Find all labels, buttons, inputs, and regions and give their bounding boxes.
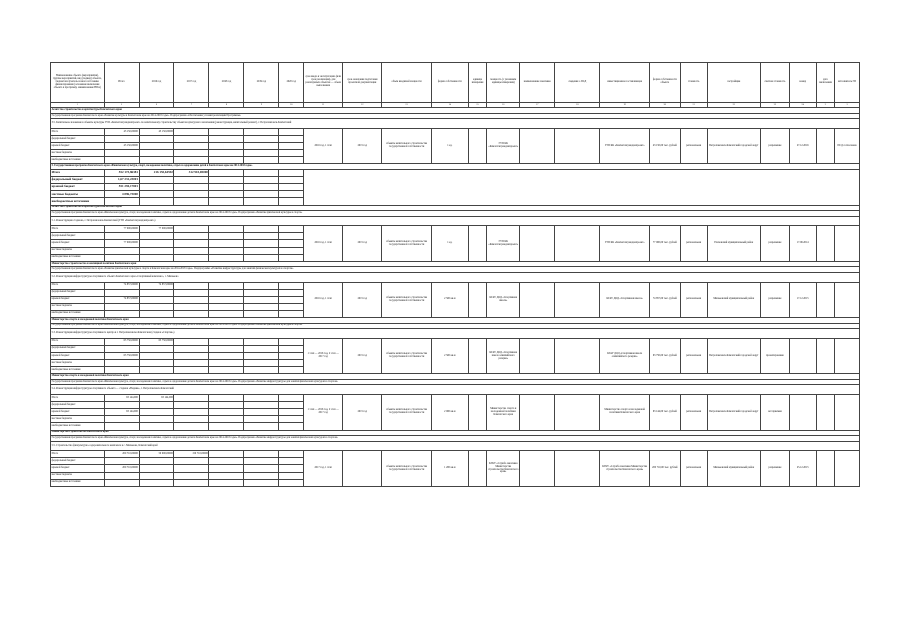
fin-label: внебюджетные источники <box>51 157 105 164</box>
unit-cell: 1 200 кв.м <box>431 451 468 486</box>
owner-cell: региональная <box>680 128 707 163</box>
fin-label: внебюджетные источники <box>51 198 105 205</box>
fin-label: внебюджетные источники <box>51 310 105 317</box>
item-row <box>51 119 860 129</box>
section-title: Министерство строительства и жилищной политики Камчатского края <box>51 261 860 267</box>
unit-cell: 2 000 кв.м <box>431 395 468 430</box>
item-title: 5.2. Реконструкция инфраструктуры спортивного объекта Камчатского края «Спортивный комплекс», с. Мильково <box>51 272 860 282</box>
fin-row-total <box>51 128 860 135</box>
fin-label: краевой бюджет <box>51 409 105 416</box>
col-number: 5 <box>104 102 139 108</box>
purpose-cell: объекты капитального строительства государственной собственности <box>382 128 431 163</box>
owner-cell: региональная <box>680 395 707 430</box>
fin-row-total <box>51 282 860 289</box>
header-cell: наименование заказчика <box>520 63 555 103</box>
section-title: 5. Государственная программа Камчатского края «Физическая культура, спорт, молодежная политика, отдых и оздоровление детей в Камчатском крае на 2014-2018 годы» <box>51 164 860 170</box>
fin-label: Итого <box>51 128 105 135</box>
owner-cell: региональная <box>680 338 707 373</box>
date-cell: 17.12.2015 <box>789 282 816 317</box>
fin-label: федеральный бюджет <box>51 345 105 352</box>
value-regional: 200 710,00000 <box>104 465 139 472</box>
value-total: 63 750,00000 <box>104 338 139 345</box>
customer-cell: ГУП КК «Камчатскгражданпроект» <box>487 128 520 163</box>
fin-label: краевой бюджет <box>51 143 105 150</box>
col-number: 24 <box>789 102 816 108</box>
col-number: 20 <box>649 102 680 108</box>
customer-cell: Министерство спорта и молодежной политики Камчатского края <box>487 395 520 430</box>
term-cell: 1 этап — 2016 год, 2 этап — 2017 год <box>304 338 343 373</box>
header-cell: 2018 год <box>209 63 244 103</box>
value-total: 74 857,00000 <box>104 282 139 289</box>
header-cell: Наименование объекта (мероприятия), группы мероприятий, вид (подвид) объекта, бюджетополучатель и иного источника финансирования (основание включения объекта в программу, наименование НПА) <box>51 63 105 103</box>
value-2017: 312 910,00000 <box>174 170 209 177</box>
fin-label: местные бюджеты <box>51 150 105 157</box>
unit-cell: 2 500 кв.м <box>431 338 468 373</box>
date-cell: 27.12.2016 <box>789 128 816 163</box>
value-2016: 77 000,00000 <box>139 226 174 233</box>
owner-cell: региональная <box>680 282 707 317</box>
fin-label: Итого <box>51 395 105 402</box>
fin-label: федеральный бюджет <box>51 177 105 184</box>
purpose-cell: объекты капитального строительства государственной собственности <box>382 226 431 261</box>
unit-cell: 1 ед. <box>431 128 468 163</box>
value-total: 43 150,00000 <box>104 128 139 135</box>
notes-cell: проектирование <box>761 338 790 373</box>
fin-label: местные бюджеты <box>51 360 105 367</box>
program-title: Государственная программа Камчатского края «Развитие физической культуры и спорта в Камчатском крае на 2014-2018 годы». Подпрограмма «Развитие инфраструктуры для занятий физической культурой и спортом» <box>51 267 860 273</box>
fin-row-total <box>51 451 860 458</box>
col-number: 1 <box>51 102 105 108</box>
section-title: Министерство спорта и молодежной политики Камчатского края <box>51 318 860 324</box>
purpose-cell: объекты капитального строительства государственной собственности <box>382 338 431 373</box>
owner-cell: региональная <box>680 226 707 261</box>
date-cell: 17.06.2014 <box>789 226 816 261</box>
psd-cell: 2015 год <box>343 338 382 373</box>
section-title: Министерство строительства Камчатского края <box>51 430 860 436</box>
cost-cell: 77 000,00 тыс. рублей <box>649 226 680 261</box>
header-cell: 2019 год <box>244 63 279 103</box>
value-total: 200 710,00000 <box>104 451 139 458</box>
fin-label: краевой бюджет <box>51 352 105 359</box>
fin-label: краевой бюджет <box>51 184 105 191</box>
fin-row-total <box>51 226 860 233</box>
value-2016: 63 144,000 <box>139 395 174 402</box>
value-total: 63 144,000 <box>104 395 139 402</box>
section-title: Министерство спорта и молодежной политики Камчатского края <box>51 374 860 380</box>
developer-cell: Мильковский муниципальный район <box>707 451 761 486</box>
fin-label: местные бюджеты <box>51 191 105 198</box>
table-header-row <box>51 63 860 103</box>
term-cell: 2016 год, 1 этап <box>304 282 343 317</box>
col-number: 11 <box>304 102 343 108</box>
cost-cell: 63 144,00 тыс. рублей <box>649 395 680 430</box>
col-number: 22 <box>707 102 761 108</box>
fin-row-total <box>51 395 860 402</box>
date-cell: 25.12.2015 <box>789 451 816 486</box>
value-regional: 74 857,00000 <box>104 296 139 303</box>
fin-label: федеральный бюджет <box>51 136 105 143</box>
header-cell: срок ввода в эксплуатацию (или срок реализации), для реализуемых объектов — объем выполнения <box>304 63 343 103</box>
value-2016: 63 750,00000 <box>139 338 174 345</box>
customer-cell: КГАУ ДОД «Спортивная школа» <box>487 282 520 317</box>
developer-cell: Петропавловск-Камчатский городской округ <box>707 128 761 163</box>
purpose-cell: объекты капитального строительства государственной собственности <box>382 451 431 486</box>
customer-cell: КГАУ ДОД «Спортивная школа олимпийского резерва» <box>487 338 520 373</box>
term-cell: 2016 год, 1 этап <box>304 128 343 163</box>
value-regional: 551 294,17801 <box>104 184 139 191</box>
fin-label: местные бюджеты <box>51 247 105 254</box>
permission-cell: разрешение <box>761 451 790 486</box>
col-number: 6 <box>139 102 174 108</box>
item-row <box>51 272 860 282</box>
investment-program-table <box>50 62 860 487</box>
unit-cell: 2 500 кв.м <box>431 282 468 317</box>
term-cell: 1 этап — 2016 год, 2 этап — 2017 год <box>304 395 343 430</box>
fin-label: федеральный бюджет <box>51 289 105 296</box>
header-cell: застройщик <box>707 63 761 103</box>
section-title: Агентство строительства и архитектуры Камчатского края <box>51 108 860 114</box>
fin-row-total <box>51 170 860 177</box>
header-cell: срок окончания подготовки проектной документации <box>343 63 382 103</box>
notes-cell: акт приемки <box>761 395 790 430</box>
header-cell: единица измерения <box>468 63 487 103</box>
item-row <box>51 385 860 395</box>
program-title: Государственная программа Камчатского края «Физическая культура, спорт, молодежная политика, отдых и оздоровление детей в Камчатском крае на 2014-2018 годы». Подпрограмма «Развитие инфраструктуры для занятий физической культурой и спортом» <box>51 436 860 442</box>
cost-cell: 63 750,00 тыс. рублей <box>649 338 680 373</box>
customer-cell: КГКУ «Служба заказчика Министерства строительства Камчатского края» <box>487 451 520 486</box>
item-title: 5.5. Строительство физкультурно-оздоровительного комплекса в с. Мильково, Камчатский край <box>51 441 860 451</box>
fin-label: Итого <box>51 338 105 345</box>
fin-label: Итого <box>51 451 105 458</box>
cost-cell: 43 150,00 тыс. рублей <box>649 128 680 163</box>
item-title: 5.4. Реконструкция инфраструктуры спортивного объекта — стадион «Водник», г. Петропавловск-Камчатский <box>51 385 860 395</box>
header-cell: объем вводимой мощности <box>382 63 431 103</box>
value-regional: 63 750,00000 <box>104 352 139 359</box>
executor-cell: КГАУ ДОД «Спортивная школа олимпийского резерва» <box>600 338 649 373</box>
fin-label: федеральный бюджет <box>51 402 105 409</box>
header-cell: Итого <box>104 63 139 103</box>
col-number: 23 <box>761 102 790 108</box>
fin-label: местные бюджеты <box>51 303 105 310</box>
section-title: Агентство строительства и архитектуры Камчатского края <box>51 205 860 211</box>
header-cell: исполнитель ГП <box>835 63 860 103</box>
header-cell: номер <box>789 63 816 103</box>
fin-label: внебюджетные источники <box>51 423 105 430</box>
executor-cell: ГУП КК «Камчатскгражданпроект» <box>600 128 649 163</box>
permission-cell: разрешение <box>761 128 790 163</box>
fin-label: местные бюджеты <box>51 416 105 423</box>
cost-cell: 200 710,00 тыс. рублей <box>649 451 680 486</box>
col-number: 14 <box>431 102 468 108</box>
value-2017: 150 710,00000 <box>174 451 209 458</box>
notes-cell: ПСД согласована <box>835 128 860 163</box>
psd-cell: 2015 год <box>343 226 382 261</box>
value-2016: 43 150,00000 <box>139 128 174 135</box>
value-2016: 74 857,00000 <box>139 282 174 289</box>
term-cell: 2016 год, 1 этап <box>304 226 343 261</box>
term-cell: 2017 год, 1 этап <box>304 451 343 486</box>
col-number: 2 <box>816 102 835 108</box>
fin-label: Итого <box>51 226 105 233</box>
item-row <box>51 329 860 339</box>
fin-label: внебюджетные источники <box>51 367 105 374</box>
value-other: 4 896,73000 <box>104 191 139 198</box>
col-number: 10 <box>279 102 304 108</box>
fin-label: внебюджетные источники <box>51 479 105 486</box>
col-number: 9 <box>244 102 279 108</box>
executor-cell: ГУП КК «Камчатскгражданпроект» <box>600 226 649 261</box>
permission-cell: разрешение <box>761 226 790 261</box>
program-title: Государственная программа Камчатского края «Развитие культуры в Камчатском крае на 2014-2018 годы». Подпрограмма «Обеспечение условий реализации Программы» <box>51 113 860 119</box>
permission-cell: разрешение <box>761 282 790 317</box>
header-cell: сведения о ПСД <box>555 63 600 103</box>
item-row <box>51 216 860 226</box>
developer-cell: Петропавловск-Камчатский городской округ <box>707 395 761 430</box>
fin-label: федеральный бюджет <box>51 233 105 240</box>
value-regional: 43 150,00000 <box>104 143 139 150</box>
cost-cell: 74 857,00 тыс. рублей <box>649 282 680 317</box>
executor-cell: КГАУ ДОД «Спортивная школа» <box>600 282 649 317</box>
header-cell: стоимость <box>680 63 707 103</box>
unit-cell: 1 ед. <box>431 226 468 261</box>
program-title: Государственная программа Камчатского края «Физическая культура, спорт, молодежная политика, отдых и оздоровление детей в Камчатском крае на 2014-2018 годы». Подпрограмма «Развитие инфраструктуры для занятий физической культурой и спортом» <box>51 379 860 385</box>
purpose-cell: объекты капитального строительства государственной собственности <box>382 282 431 317</box>
owner-cell: региональная <box>680 451 707 486</box>
col-number: 15 <box>468 102 487 108</box>
developer-cell: Елизовский муниципальный район <box>707 226 761 261</box>
col-number: 3 <box>835 102 860 108</box>
col-number: 12 <box>343 102 382 108</box>
program-title: Государственная программа Камчатского края «Физическая культура, спорт, молодежная политика, отдых и оздоровление детей в Камчатском крае на 2014-2018 годы». Подпрограмма «Развитие физической культуры и спорта» <box>51 211 860 217</box>
fin-label: Итого <box>51 170 105 177</box>
header-cell: мощность (с указанием единицы измерения) <box>487 63 520 103</box>
fin-row-total <box>51 338 860 345</box>
customer-cell: ГУП КК «Камчатскгражданпроект» <box>487 226 520 261</box>
col-number: 8 <box>209 102 244 108</box>
value-2016: 50 000,00000 <box>139 451 174 458</box>
program-title: Государственная программа Камчатского края «Физическая культура, спорт, молодежная политика, отдых и оздоровление детей в Камчатском крае на 2014-2018 годы». Подпрограмма «Развитие физической культуры и спорта» <box>51 323 860 329</box>
item-title: 5.1. Реконструкция стадиона, г. Петропавловск-Камчатский (ГУП «Камчатскгражданпроект») <box>51 216 860 226</box>
purpose-cell: объекты капитального строительства государственной собственности <box>382 395 431 430</box>
item-row <box>51 441 860 451</box>
header-cell: инвестиционная составляющая <box>600 63 649 103</box>
col-number: 21 <box>680 102 707 108</box>
col-number: 17 <box>520 102 555 108</box>
fin-label: местные бюджеты <box>51 472 105 479</box>
item-title: 5.3. Реконструкция инфраструктуры спортивного центра в г. Петропавловске-Камчатском (стадион «Спартак») <box>51 329 860 339</box>
psd-cell: 2015 год <box>343 395 382 430</box>
fin-label: краевой бюджет <box>51 240 105 247</box>
value-regional: 77 000,00000 <box>104 240 139 247</box>
header-cell: сметная стоимость <box>761 63 790 103</box>
value-2016: 216 155,64592 <box>139 170 174 177</box>
col-number: 13 <box>382 102 431 108</box>
item-title: 3.5. Капитальное вложение в объекты культуры ГУП «Камчатскгражданпроект» по капитальному строительству объектов культурного назначения (реконструкция, капитальный ремонт), г. Петропавловск-Камчатский <box>51 119 860 129</box>
psd-cell: 2015 год <box>343 128 382 163</box>
developer-cell: Петропавловск-Камчатский городской округ <box>707 338 761 373</box>
fin-label: Итого <box>51 282 105 289</box>
header-cell: дата заключения <box>816 63 835 103</box>
header-cell: форма собственности <box>431 63 468 103</box>
col-number: 7 <box>174 102 209 108</box>
value-regional: 63 144,000 <box>104 409 139 416</box>
col-number: 16 <box>487 102 520 108</box>
col-number: 19 <box>600 102 649 108</box>
executor-cell: Министерство спорта и молодежной политики Камчатского края <box>600 395 649 430</box>
header-cell: форма собственности объекта <box>649 63 680 103</box>
fin-label: краевой бюджет <box>51 465 105 472</box>
fin-label: краевой бюджет <box>51 296 105 303</box>
developer-cell: Мильковский муниципальный район <box>707 282 761 317</box>
fin-label: внебюджетные источники <box>51 254 105 261</box>
executor-cell: КГКУ «Служба заказчика Министерства строительства Камчатского края» <box>600 451 649 486</box>
psd-cell: 2015 год <box>343 282 382 317</box>
header-cell: 2017 год <box>174 63 209 103</box>
value-total: 552 173,86381 <box>104 170 139 177</box>
value-federal: 1,67 231,23001 <box>104 177 139 184</box>
header-cell: 2016 год <box>139 63 174 103</box>
col-number: 18 <box>555 102 600 108</box>
value-total: 77 000,00000 <box>104 226 139 233</box>
fin-label: федеральный бюджет <box>51 458 105 465</box>
header-cell: 2020 год <box>279 63 304 103</box>
